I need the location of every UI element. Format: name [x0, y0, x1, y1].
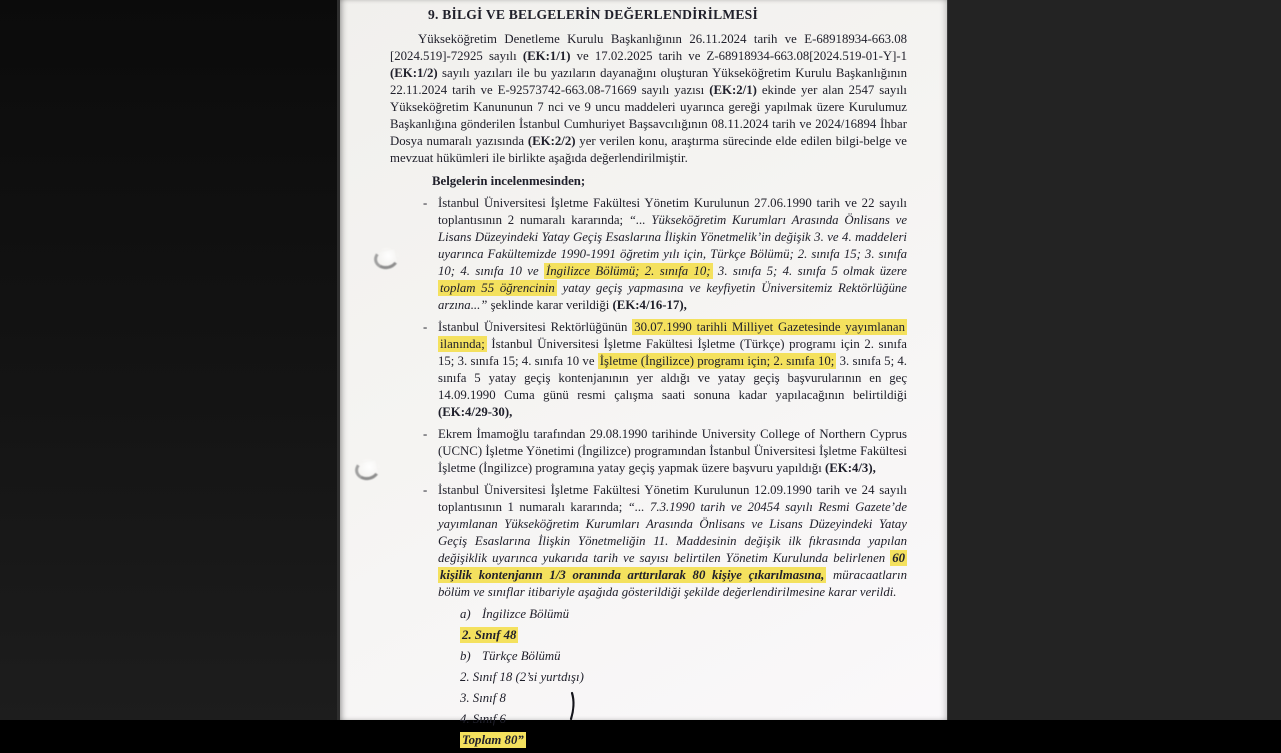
text-segment: yer verilen konu, araştırma sürecinde elde edilen bilgi-belge ve mevzuat hükümleri ile birlikte aşağıda değerlendirilmiştir.: [390, 134, 907, 165]
text-segment: ve 17.02.2025 tarih ve Z-68918934-663.08[2024.519-01-Y]-1: [570, 49, 908, 63]
list-item: [460, 606, 907, 623]
list-marker: -: [423, 483, 428, 497]
bullet: [423, 482, 907, 601]
highlighted-text: Toplam 80”: [462, 733, 524, 747]
text-segment: 4. Sınıf 6: [460, 712, 506, 726]
highlighted-text: İngilizce Bölümü; 2. sınıfa 10;: [545, 264, 711, 278]
text-segment: 3. sınıfa 5; 4. sınıfa 5 olmak üzere: [712, 264, 907, 278]
text-segment: İstanbul Üniversitesi İşletme Fakültesi İşletme (Türkçe) programı için 2. sınıfa 15; 3. sınıfa 15; 4. sınıfa 10 ve: [438, 337, 907, 368]
text-segment: (EK:1/1): [522, 49, 571, 63]
text-segment: (EK:4/16-17),: [612, 298, 687, 312]
bullet: [423, 195, 907, 314]
scanned-page: [340, 0, 947, 747]
list-item: [460, 669, 907, 686]
text-segment: İstanbul Üniversitesi İşletme Fakültesi Yönetim Kurulunun 12.09.1990 tarih ve 24 sayılı toplantısının 1 numaralı kararında;: [438, 483, 907, 514]
list-marker: -: [423, 196, 428, 210]
list-marker: b): [460, 649, 471, 663]
text-segment: şeklinde karar verildiği: [487, 298, 613, 312]
text-segment: (EK:2/1): [709, 83, 757, 97]
left-letterbox: [0, 0, 340, 720]
text-segment: (EK:4/29-30),: [438, 405, 513, 419]
list-marker: -: [423, 427, 428, 441]
highlighted-text: 2. Sınıf 48: [462, 628, 517, 642]
text-segment: İstanbul Üniversitesi Rektörlüğünün: [438, 320, 633, 334]
text-segment: İngilizce Bölümü: [482, 607, 570, 621]
pen-mark: [567, 692, 579, 720]
list-item: [460, 648, 907, 665]
bullet: [423, 426, 907, 477]
list-marker: -: [423, 320, 428, 334]
page-content: [390, 4, 907, 753]
section-heading: 9. BİLGİ VE BELGELERİN DEĞERLENDİRİLMESİ: [428, 7, 758, 22]
text-segment: (EK:1/2): [390, 66, 438, 80]
list-marker: a): [460, 607, 471, 621]
text-segment: 2. Sınıf 18 (2’si yurtdışı): [460, 670, 584, 684]
text-segment: yatay geçiş yapmasına ve keyfiyetin Üniversitemiz Rektörlüğüne arzına...”: [438, 281, 907, 312]
text-segment: (EK:4/3),: [824, 461, 876, 475]
text-segment: sayılı yazıları ile bu yazıların dayanağını oluşturan Yükseköğretim Kurulu Başkanlığının 22.11.2024 tarih ve E-92573742-663.08-71669 sayılı yazısı: [390, 66, 907, 97]
text-segment: Türkçe Bölümü: [482, 649, 561, 663]
text-segment: “... 7.3.1990 tarih ve 20454 sayılı Resmi Gazete’de yayımlanan Yükseköğretim Kurumları Arasında Önlisans ve Lisans Düzeyindeki Yatay Geçiş Esaslarına İlişkin Yönetmeliğin 11. Maddesinin değişik ilk fıkrasında yapılan değişiklik uyarınca yukarıda tarih ve sayısı belirtilen Yönetim Kurulunda belirlenen: [438, 500, 908, 565]
text-segment: “... Yükseköğretim Kurumları Arasında Önlisans ve Lisans Düzeyindeki Yatay Geçiş Esaslarına İlişkin Yönetmelik’in değişik 3. ve 4. maddeleri uyarınca Fakültemizde 1990-1991 öğretim yılı için, Türkçe Bölümü; 2. sınıfa 15; 3. sınıfa 10; 4. sınıfa 10 ve: [438, 213, 908, 278]
highlighted-text: İşletme (İngilizce) programı için; 2. sınıfa 10;: [599, 354, 835, 368]
bullet: [423, 319, 907, 421]
list-item: [460, 711, 907, 728]
text-segment: müracaatların bölüm ve sınıflar itibariyle aşağıda gösterildiği şekilde değerlendirilmesine karar verildi.: [438, 568, 907, 599]
list-item: [460, 627, 907, 644]
text-segment: 3. Sınıf 8: [460, 691, 506, 705]
text-segment: Yükseköğretim Denetleme Kurulu Başkanlığının 26.11.2024 tarih ve E-68918934-663.08 [2024.519]-72925 sayılı: [390, 32, 907, 63]
text-segment: 3. sınıfa 5; 4. sınıfa 5 yatay geçiş kontenjanının yer aldığı ve yatay geçiş başvurularının en geç 14.09.1990 Cuma günü resmi çalışma saati sonuna kadar yapılacağının belirtildiği: [438, 354, 907, 402]
highlighted-text: toplam 55 öğrencinin: [440, 281, 555, 295]
list-item: [460, 732, 907, 749]
punch-hole-shadow-bottom: [353, 457, 382, 483]
list-item: [460, 690, 907, 707]
subheading: [432, 173, 907, 190]
paragraph: [390, 31, 907, 167]
highlighted-text: 30.07.1990 tarihli Milliyet Gazetesinde yayımlanan ilanında;: [440, 320, 905, 351]
text-segment: Ekrem İmamoğlu tarafından 29.08.1990 tarihinde University College of Northern Cyprus (UCNC) İşletme Yönetimi (İngilizce) programından İstanbul Üniversitesi İşletme Fakültesi İşletme (İngilizce) programına yatay geçiş yapmak üzere başvuru yapıldığı: [438, 427, 907, 475]
document-body: [390, 31, 907, 749]
right-letterbox: [947, 0, 1281, 720]
text-segment: ekinde yer alan 2547 sayılı Yükseköğretim Kanununun 7 nci ve 9 uncu maddeleri uyarınca gereği yapılmak üzere Kurulumuz Başkanlığına gönderilen İstanbul Cumhuriyet Başsavcılığının 08.11.2024 tarih ve 2024/16894 İhbar Dosya numaralı yazısında: [390, 83, 907, 148]
text-segment: (EK:2/2): [527, 134, 576, 148]
text-segment: Belgelerin incelenmesinden;: [432, 174, 586, 188]
text-segment: İstanbul Üniversitesi İşletme Fakültesi Yönetim Kurulunun 27.06.1990 tarih ve 22 sayılı toplantısının 2 numaralı kararında;: [438, 196, 907, 227]
highlighted-text: 60 kişilik kontenjanın 1/3 oranında arttırılarak 80 kişiye çıkarılmasına,: [440, 551, 905, 582]
